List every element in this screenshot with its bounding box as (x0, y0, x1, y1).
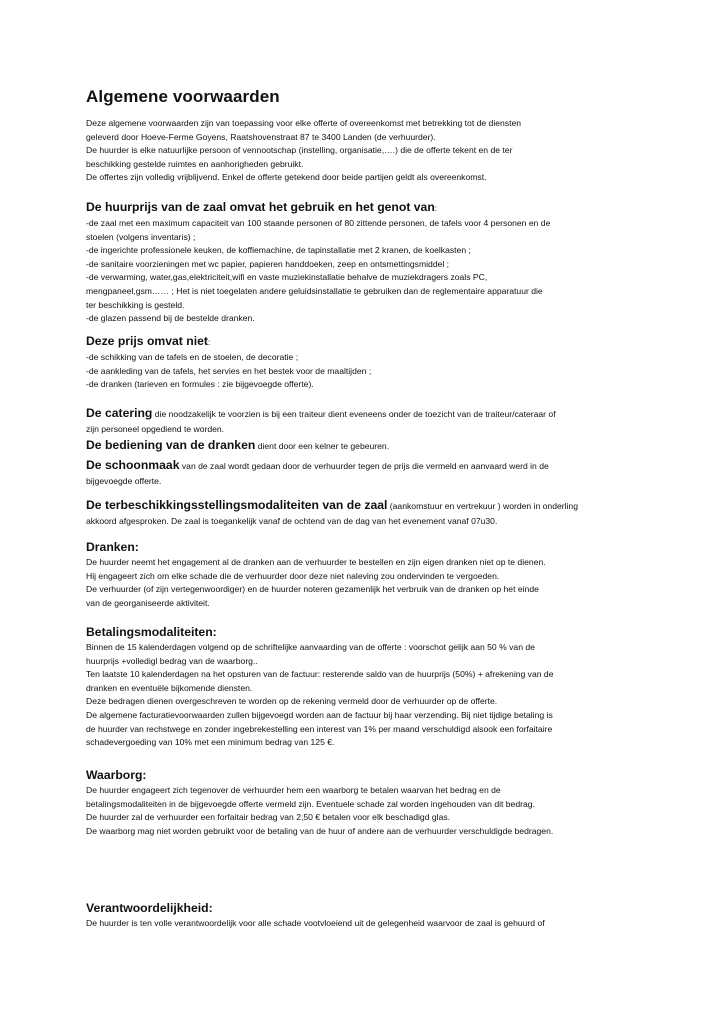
list-item: -de sanitaire voorzieningen met wc papier, papieren handdoeken, zeep en ontsmettingsmiddel ; (86, 258, 450, 269)
list-item: -de glazen passend bij de bestelde dranken. (86, 313, 255, 324)
list-item: -de dranken (tarieven en formules : zie bijgevoegde offerte). (86, 379, 314, 390)
section-heading (86, 333, 646, 351)
section-heading (86, 437, 646, 455)
list-item: -de verwarming, water,gas,elektriciteit,wifi en vaste muziekinstallatie behalve de muziekdragers zoals PC, (86, 272, 488, 283)
list-item: mengpaneel,gsm…… ; Het is niet toegelaten andere geluidsinstallatie te gebruiken dan de reglementaire apparatuur die (86, 285, 543, 296)
section-heading (86, 405, 646, 423)
intro-section (86, 117, 646, 185)
catering-heading: De catering (86, 406, 153, 420)
page-title: Algemene voorwaarden (86, 87, 280, 106)
paragraph-line: van de georganiseerde aktiviteit. (86, 597, 210, 608)
paragraph-line: huurprijs +volledigl bedrag van de waarborg.. (86, 655, 258, 666)
terbeschikking-heading: De terbeschikkingsstellingsmodaliteiten van de zaal (86, 498, 388, 512)
paragraph-line: De huurder zal de verhuurder een forfaitair bedrag van 2,50 € betalen voor elk beschadigd glas. (86, 812, 451, 823)
list-item: -de zaal met een maximum capaciteit van 100 staande personen of 80 zittende personen, de tafels voor 4 personen en de (86, 218, 551, 228)
niet-section (86, 333, 646, 392)
paragraph-line: zijn personeel opgediend te worden. (86, 424, 225, 434)
waarborg-heading: Waarborg: (86, 768, 147, 782)
betaling-section (86, 624, 646, 750)
section-heading (86, 457, 646, 475)
schoonmaak-text: van de zaal wordt gedaan door de verhuurder tegen de prijs die vermeld en aanvaard werd in de (179, 461, 549, 471)
dranken-heading: Dranken: (86, 540, 139, 554)
paragraph-line: akkoord afgesproken. De zaal is toegankelijk vanaf de ochtend van de dag van het evenement vanaf 07u30. (86, 516, 498, 526)
intro-line: De huurder is elke natuurlijke persoon of vennootschap (instelling, organisatie,….) die de offerte tekent en de ter (86, 145, 513, 156)
heading-colon: : (434, 203, 438, 213)
section-heading (86, 199, 646, 217)
intro-line: De offertes zijn volledig vrijblijvend. Enkel de offerte getekend door beide partijen geldt als overeenkomst. (86, 172, 487, 183)
schoonmaak-heading: De schoonmaak (86, 458, 180, 472)
paragraph-line: schadevergoeding van 10% met een minimum bedrag van 125 €. (86, 737, 335, 748)
intro-line: geleverd door Hoeve-Ferme Goyens, Raatshovenstraat 87 te 3400 Landen (de verhuurder). (86, 131, 436, 142)
huurprijs-heading: De huurprijs van de zaal omvat het gebruik en het genot van (86, 200, 435, 214)
paragraph-line: de huurder van rechstwege en zonder ingebrekestelling een interest van 1% per maand verschuldigd alsook een forfaitaire (86, 723, 553, 734)
paragraph-line: De verhuurder (of zijn vertegenwoordiger) en de huurder noteren gezamenlijk het verbruik van de dranken op het einde (86, 584, 539, 595)
paragraph-line: De huurder neemt het engagement al de dranken aan de verhuurder te bestellen en zijn eigen dranken niet op te dienen. (86, 557, 546, 567)
terbeschikking-section (86, 497, 646, 529)
paragraph-line: Hij engageert zich om elke schade die de verhuurder door deze niet naleving zou ondervinden te vergoeden. (86, 570, 500, 581)
catering-section (86, 405, 646, 437)
paragraph-line: De huurder engageert zich tegenover de verhuurder hem een waarborg te betalen waarvan het bedrag en de (86, 785, 501, 795)
paragraph-line: Deze bedragen dienen overgeschreven te worden op de rekening vermeld door de verhuurder op de offerte. (86, 696, 498, 707)
dranken-section (86, 539, 646, 610)
list-item: -de schikking van de tafels en de stoelen, de decoratie ; (86, 352, 299, 362)
list-item: stoelen (volgens inventaris) ; (86, 231, 196, 242)
list-item: -de ingerichte professionele keuken, de koffiemachine, de tapinstallatie met 2 kranen, de koelkasten ; (86, 245, 471, 256)
catering-text: die noodzakelijk te voorzien is bij een traiteur dient eveneens onder de toezicht van de traiteur/cateraar of (152, 409, 556, 419)
paragraph-line: Binnen de 15 kalenderdagen volgend op de schriftelijke aanvaarding van de offerte : voorschot gelijk aan 50 % van de (86, 642, 535, 652)
heading-colon: : (207, 337, 211, 347)
paragraph-line: dranken en eventuële bijkomende diensten. (86, 682, 253, 693)
section-heading (86, 497, 646, 515)
list-item: -de aankleding van de tafels, het servies en het bestek voor de maaltijden ; (86, 365, 372, 376)
bediening-section (86, 437, 646, 455)
paragraph-line: De waarborg mag niet worden gebruikt voor de betaling van de huur of andere aan de verhuurder verschuldigde bedragen. (86, 825, 554, 836)
list-item: ter beschikking is gesteld. (86, 299, 185, 310)
bediening-heading: De bediening van de dranken (86, 438, 256, 452)
paragraph-line: bijgevoegde offerte. (86, 476, 162, 486)
betaling-heading: Betalingsmodaliteiten: (86, 625, 217, 639)
paragraph-line: betalingsmodaliteiten in de bijgevoegde offerte vermeld zijn. Eventuele schade zal worden ingehouden van dit bedrag. (86, 798, 535, 809)
verantwoordelijkheid-section (86, 900, 646, 931)
intro-line: Deze algemene voorwaarden zijn van toepassing voor elke offerte of overeenkomst met betrekking tot de diensten (86, 118, 522, 128)
niet-heading: Deze prijs omvat niet (86, 334, 208, 348)
huurprijs-section (86, 199, 646, 326)
paragraph-line: De algemene facturatievoorwaarden zullen bijgevoegd worden aan de factuur bij haar verzending. Bij niet tijdige betaling is (86, 709, 553, 720)
schoonmaak-section (86, 457, 646, 489)
waarborg-section (86, 767, 646, 838)
terbeschikking-text: (aankomstuur en vertrekuur ) worden in onderling (387, 501, 578, 511)
paragraph-line: De huurder is ten volle verantwoordelijk voor alle schade vootvloeiend uit de gelegenheid waarvoor de zaal is gehuurd of (86, 918, 545, 928)
verantwoordelijkheid-heading: Verantwoordelijkheid: (86, 901, 213, 915)
paragraph-line: Ten laatste 10 kalenderdagen na het opsturen van de factuur: resterende saldo van de huurprijs (50%) + afrekening van de (86, 669, 554, 680)
bediening-text: dient door een kelner te gebeuren. (255, 441, 390, 451)
intro-line: beschikking gestelde ruimtes en aanhorigheden gebruikt. (86, 158, 304, 169)
